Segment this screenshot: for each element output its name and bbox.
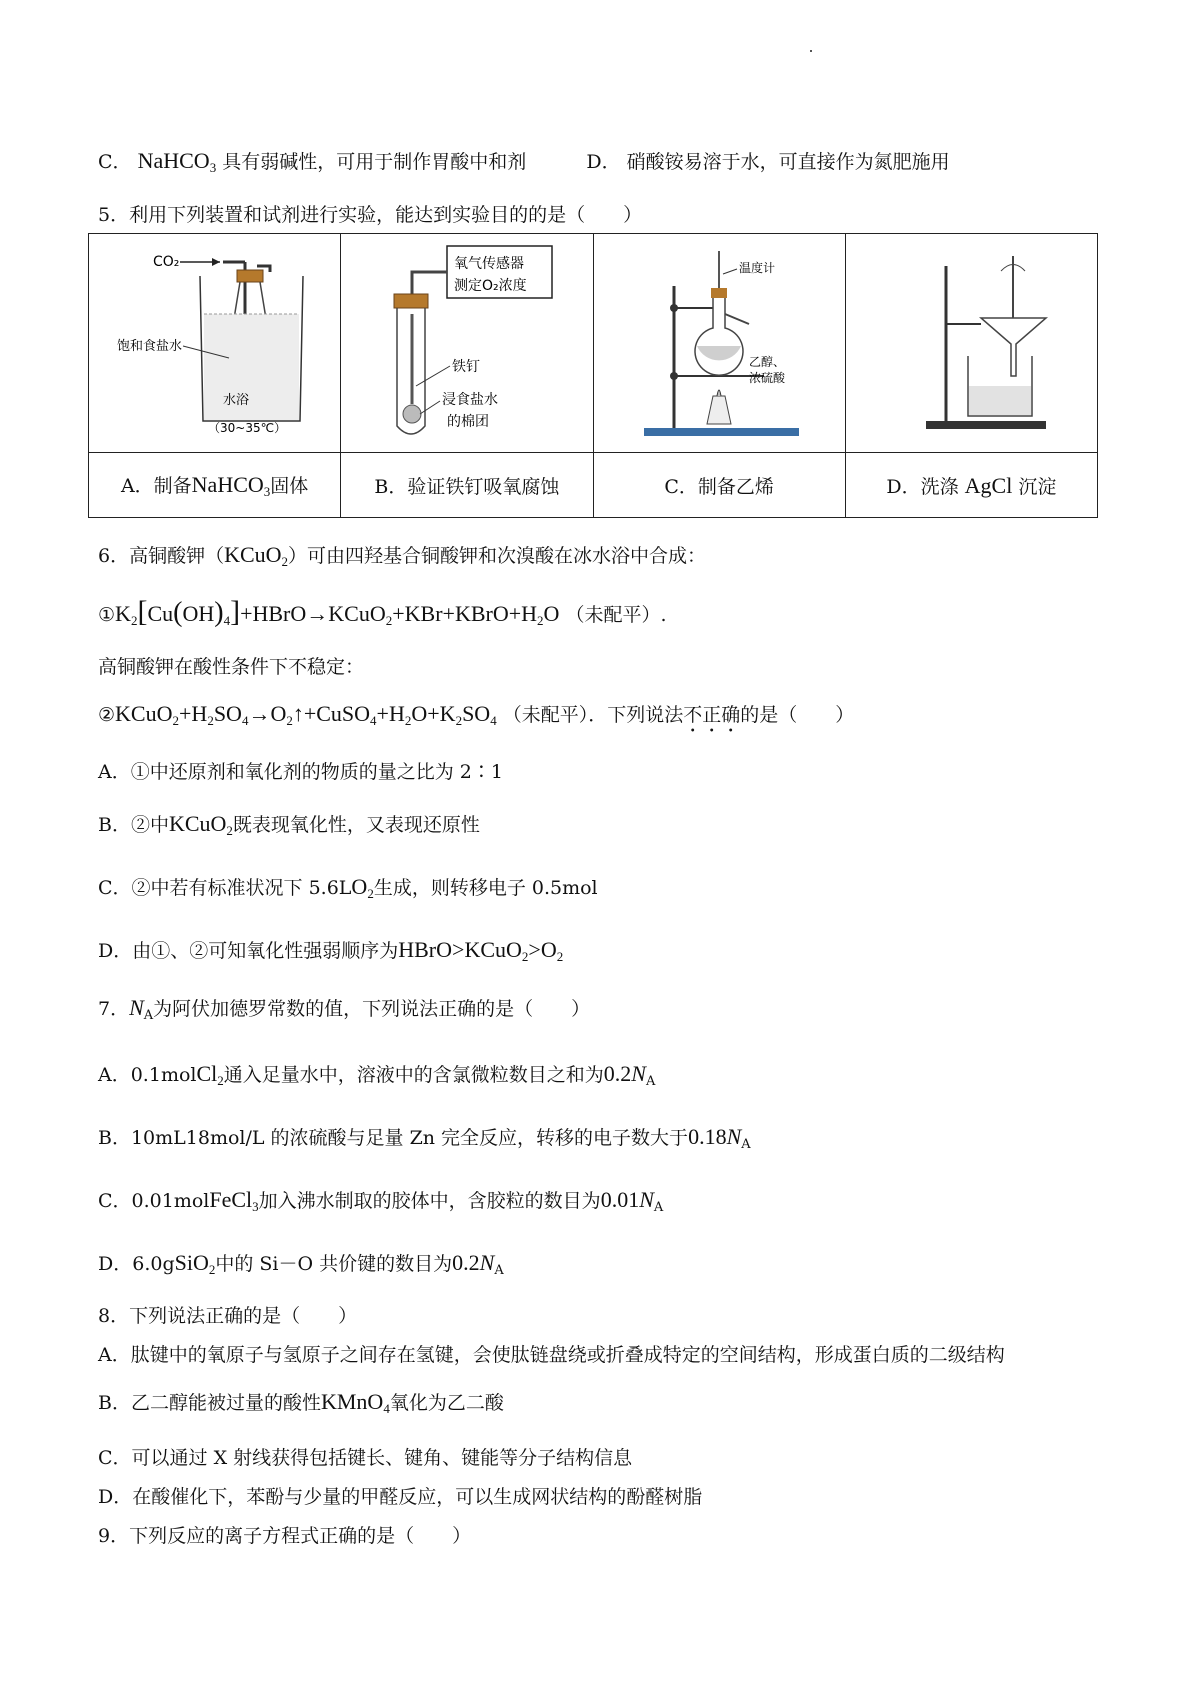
q8-optB: B．乙二醇能被过量的酸性KMnO$_4$氧化为乙二酸: [98, 1389, 504, 1416]
caption-A: A．制备NaHCO$_3$固体: [89, 453, 341, 518]
q6-optC: C．②中若有标准状况下 $5.6LO_2$生成，则转移电子 0.5mol: [98, 874, 598, 901]
figure-A-cell: [89, 234, 341, 453]
svg-text:浸食盐水: 浸食盐水: [441, 392, 498, 408]
svg-text:铁钉: 铁钉: [451, 359, 480, 375]
q6-optD: D．由①、②可知氧化性强弱顺序为$HBrO>KCuO_2>O_2$: [98, 937, 564, 964]
q8-optC: C．可以通过 X 射线获得包括键长、键角、键能等分子结构信息: [98, 1447, 633, 1469]
q6-equation-2: $②KCuO_2+H_2SO_4\to O_2↑+CuSO_4+H_2O+K_2SO_4$ （未配平）．下列说法不正确的是（ ）: [98, 701, 855, 728]
svg-text:温度计: 温度计: [739, 261, 776, 275]
beaker-co2-apparatus: [95, 236, 335, 446]
q8-stem: 8．下列说法正确的是（ ）: [98, 1305, 358, 1327]
filtration-apparatus: [856, 236, 1086, 446]
q4-optC-label: C．: [98, 151, 132, 173]
caption-B: B．验证铁钉吸氧腐蚀: [341, 453, 593, 518]
scan-speck: [810, 50, 812, 52]
q4-optD-text: 硝酸铵易溶于水，可直接作为氮肥施用: [626, 151, 950, 173]
q4-optC-formula: NaHCO$_3$: [137, 148, 217, 175]
svg-text:氧气传感器: 氧气传感器: [453, 256, 524, 272]
svg-text:的棉团: 的棉团: [446, 414, 489, 430]
caption-D: D．洗涤 AgCl 沉淀: [845, 453, 1097, 518]
emphasis-not-correct: 不正确: [683, 704, 741, 726]
svg-text:乙醇、: 乙醇、: [749, 355, 786, 369]
svg-text:测定O₂浓度: 测定O₂浓度: [453, 278, 527, 294]
q4-optD-label: D．: [586, 151, 621, 173]
svg-text:饱和食盐水: 饱和食盐水: [116, 339, 182, 354]
ethylene-apparatus: [599, 236, 839, 446]
q7-optC: C．0.01molFeCl$_3$加入沸水制取的胶体中，含胶粒的数目为$0.01N_A$: [98, 1187, 664, 1215]
svg-text:CO₂: CO₂: [152, 254, 180, 270]
figure-B-cell: [341, 234, 593, 453]
q9-stem: 9．下列反应的离子方程式正确的是（ ）: [98, 1525, 472, 1547]
q4-options-line: [98, 146, 950, 183]
q7-stem: 7．$N_A$为阿伏加德罗常数的值，下列说法正确的是（ ）: [98, 995, 591, 1023]
svg-text:水浴: 水浴: [222, 393, 249, 408]
q6-optA: A．①中还原剂和氧化剂的物质的量之比为 2∶1: [98, 761, 503, 783]
q7-optA: A．0.1molCl$_2$通入足量水中，溶液中的含氯微粒数目之和为$0.2N_A$: [98, 1061, 656, 1089]
q6-line3: 高铜酸钾在酸性条件下不稳定：: [98, 656, 365, 678]
svg-text:（30~35℃）: （30~35℃）: [207, 421, 286, 435]
q6-equation-1: $①K_2[Cu(OH)_4]+HBrO\to KCuO_2+KBr+KBrO+H_2O$ （未配平）.: [98, 595, 667, 628]
q5-apparatus-table: [88, 233, 1098, 518]
q6-optB: B．②中KCuO$_2$既表现氧化性，又表现还原性: [98, 811, 480, 838]
q7-optD: D．6.0gSiO$_2$中的 Si－O 共价键的数目为$0.2N_A$: [98, 1250, 504, 1278]
test-tube-apparatus: [352, 236, 582, 446]
figure-C-cell: [593, 234, 845, 453]
q8-optD: D．在酸催化下，苯酚与少量的甲醛反应，可以生成网状结构的酚醛树脂: [98, 1486, 703, 1508]
figure-D-cell: [845, 234, 1097, 453]
q7-optB: B．10mL18mol/L 的浓硫酸与足量 Zn 完全反应，转移的电子数大于$0.18N_A$: [98, 1124, 751, 1152]
q5-stem: 5．利用下列装置和试剂进行实验，能达到实验目的的是（ ）: [98, 204, 643, 226]
q6-stem: 6．高铜酸钾（KCuO$_2$）可由四羟基合铜酸钾和次溴酸在冰水浴中合成：: [98, 542, 707, 569]
svg-text:浓硫酸: 浓硫酸: [749, 371, 786, 385]
caption-C: C．制备乙烯: [593, 453, 845, 518]
q8-optA: A．肽键中的氧原子与氢原子之间存在氢键，会使肽链盘绕或折叠成特定的空间结构，形成蛋白质的二级结构: [98, 1344, 1005, 1366]
q4-optC-text: 具有弱碱性，可用于制作胃酸中和剂: [222, 151, 527, 173]
